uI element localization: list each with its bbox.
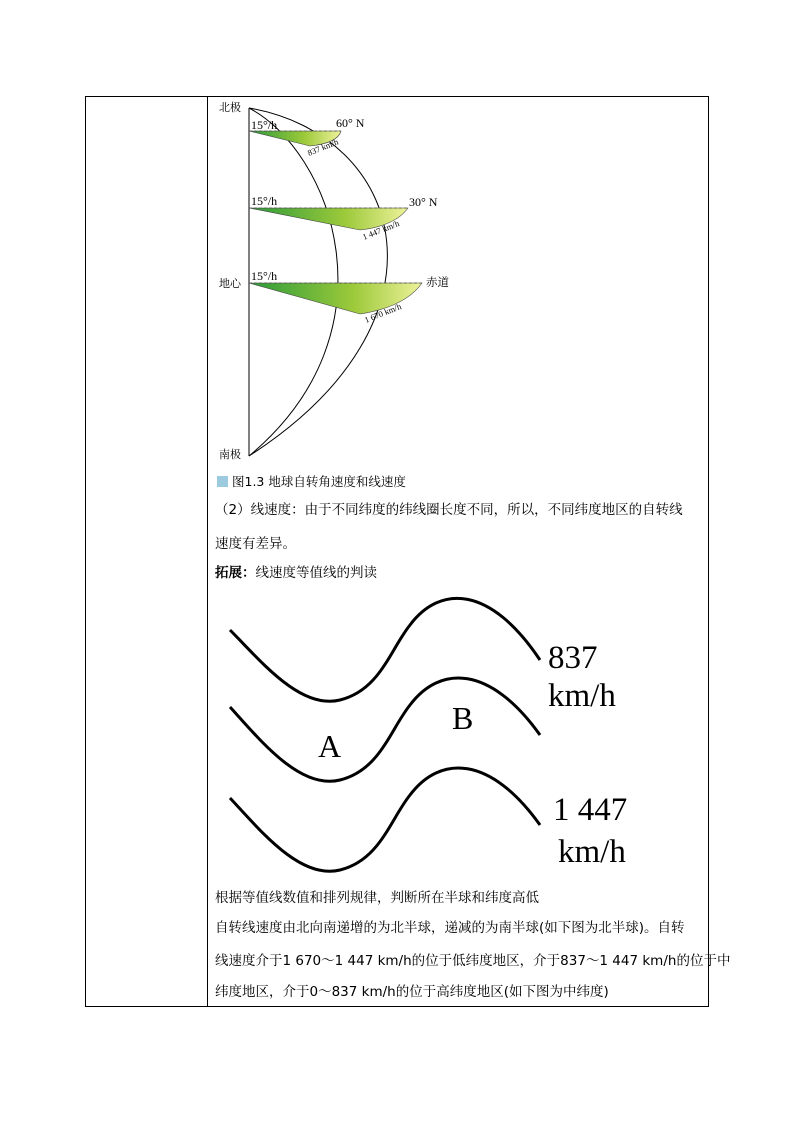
south-pole-label: 南极	[219, 449, 241, 461]
value-1447: 1 447	[553, 792, 628, 828]
region-b-label: B	[452, 700, 474, 736]
value-1447-unit: km/h	[558, 834, 626, 870]
paragraph-line4: 纬度地区，介于0～837 km/h的位于高纬度地区(如下图为中纬度)	[215, 984, 609, 1000]
isoline-top	[230, 598, 540, 701]
expand-heading: 拓展：线速度等值线的判读	[215, 565, 377, 581]
angular-speed-30: 15°/h	[251, 194, 278, 208]
figure-caption: 图1.3 地球自转角速度和线速度	[217, 472, 406, 490]
item2-line2: 速度有差异。	[215, 536, 296, 552]
earth-center-label: 地心	[219, 278, 241, 290]
lat-60-label: 60° N	[336, 116, 365, 130]
paragraph-line3: 线速度介于1 670～1 447 km/h的位于低纬度地区，介于837～1 447 km/h的位于中	[215, 953, 731, 969]
isoline-bottom	[230, 768, 540, 871]
item2-line1: （2）线速度：由于不同纬度的纬线圈长度不同，所以，不同纬度地区的自转线	[215, 502, 683, 518]
angular-speed-60: 15°/h	[251, 118, 278, 132]
earth-rotation-figure	[0, 0, 794, 470]
isoline-middle	[230, 678, 540, 781]
linear-speed-0: 1 670 km/h	[363, 301, 403, 325]
value-837: 837	[548, 640, 598, 676]
region-a-label: A	[318, 728, 342, 764]
lat-30-label: 30° N	[409, 195, 438, 209]
caption-marker-icon	[217, 476, 228, 487]
value-837-unit: km/h	[548, 678, 616, 714]
paragraph-line2: 自转线速度由北向南递增的为北半球，递减的为南半球(如下图为北半球)。自转	[215, 920, 685, 936]
linear-speed-30: 1 447 km/h	[361, 218, 401, 242]
linear-speed-60: 837 km/h	[306, 136, 340, 158]
paragraph-line1: 根据等值线数值和排列规律，判断所在半球和纬度高低	[215, 890, 539, 906]
equator-label: 赤道	[426, 277, 449, 289]
angular-speed-0: 15°/h	[251, 269, 278, 283]
north-pole-label: 北极	[219, 102, 241, 114]
isoline-diagram	[0, 580, 794, 880]
